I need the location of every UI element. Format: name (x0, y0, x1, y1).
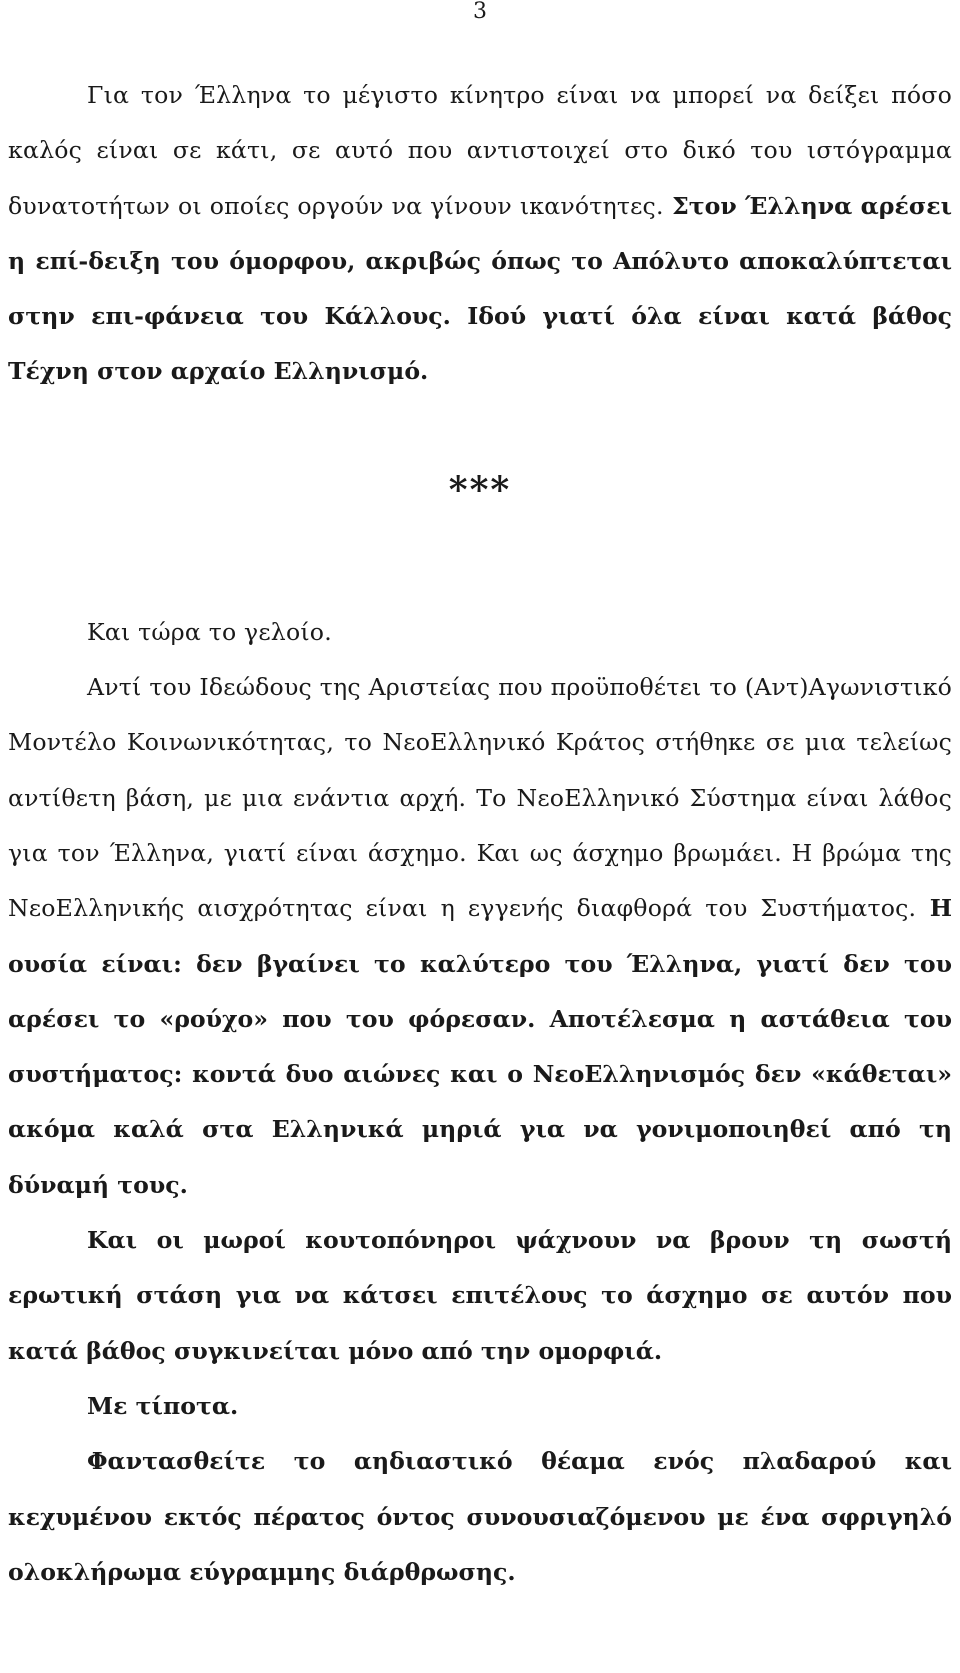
paragraph-1-normal-text: Για τον Έλληνα το μέγιστο κίνητρο είναι να μπορεί να δείξει πόσο καλός είναι σε κάτι, σε αυτό που αντιστοιχεί στο δικό του ιστόγραμμα δυνατοτήτων οι οποίες οργούν να γίνουν ικανότητες. (8, 81, 952, 220)
paragraph-2-text: Και τώρα το γελοίο. (87, 617, 332, 646)
paragraph-2 (8, 605, 952, 660)
paragraph-4: Και οι μωροί κουτοπόνηροι ψάχνουν να βρουν τη σωστή ερωτική στάση για να κάτσει επιτέλους το άσχημο σε αυτόν που κατά βάθος συγκινείται μόνο από την ομορφιά. (8, 1226, 952, 1365)
paragraph-6: Φαντασθείτε το αηδιαστικό θέαμα ενός πλαδαρού και κεχυμένου εκτός πέρατος όντος συνουσιαζόμενου με ένα σφριγηλό ολοκλήρωμα εύγραμμης διάρθρωσης. (8, 1447, 952, 1586)
paragraph-3-bold-text: Η ουσία είναι: δεν βγαίνει το καλύτερο του Έλληνα, γιατί δεν του αρέσει το «ρούχο» που του φόρεσαν. Αποτέλεσμα η αστάθεια του συστήματος: κοντά δυο αιώνες και ο ΝεοΕλληνισμός δεν «κάθεται» ακόμα καλά στα Ελληνικά μηριά για να γονιμοποιηθεί από τη δύναμή τους. (8, 894, 952, 1199)
document-body (8, 68, 952, 1600)
paragraph-3-normal-text: Αντί του Ιδεώδους της Αριστείας που προϋποθέτει το (Αντ)Αγωνιστικό Μοντέλο Κοινωνικότητας, το ΝεοΕλληνικό Κράτος στήθηκε σε μια τελείως αντίθετη βάση, με μια ενάντια αρχή. Το ΝεοΕλληνικό Σύστημα είναι λάθος για τον Έλληνα, γιατί είναι άσχημο. Και ως άσχημο βρωμάει. Η βρώμα της ΝεοΕλληνικής αισχρότητας είναι η εγγενής διαφθορά του Συστήματος. (8, 673, 952, 923)
section-separator (8, 400, 952, 605)
paragraph-3 (8, 660, 952, 1213)
paragraph-5: Με τίποτα. (87, 1391, 239, 1420)
separator-stars: *** (448, 468, 512, 511)
paragraph-1-bold-text: Στον Έλληνα αρέσει η επί-δειξη του όμορφου, ακριβώς όπως το Απόλυτο αποκαλύπτεται στην επι-φάνεια του Κάλλους. Ιδού γιατί όλα είναι κατά βάθος Τέχνη στον αρχαίο Ελληνισμό. (8, 191, 952, 386)
page-number: 3 (473, 0, 487, 24)
paragraph-1 (8, 68, 952, 400)
